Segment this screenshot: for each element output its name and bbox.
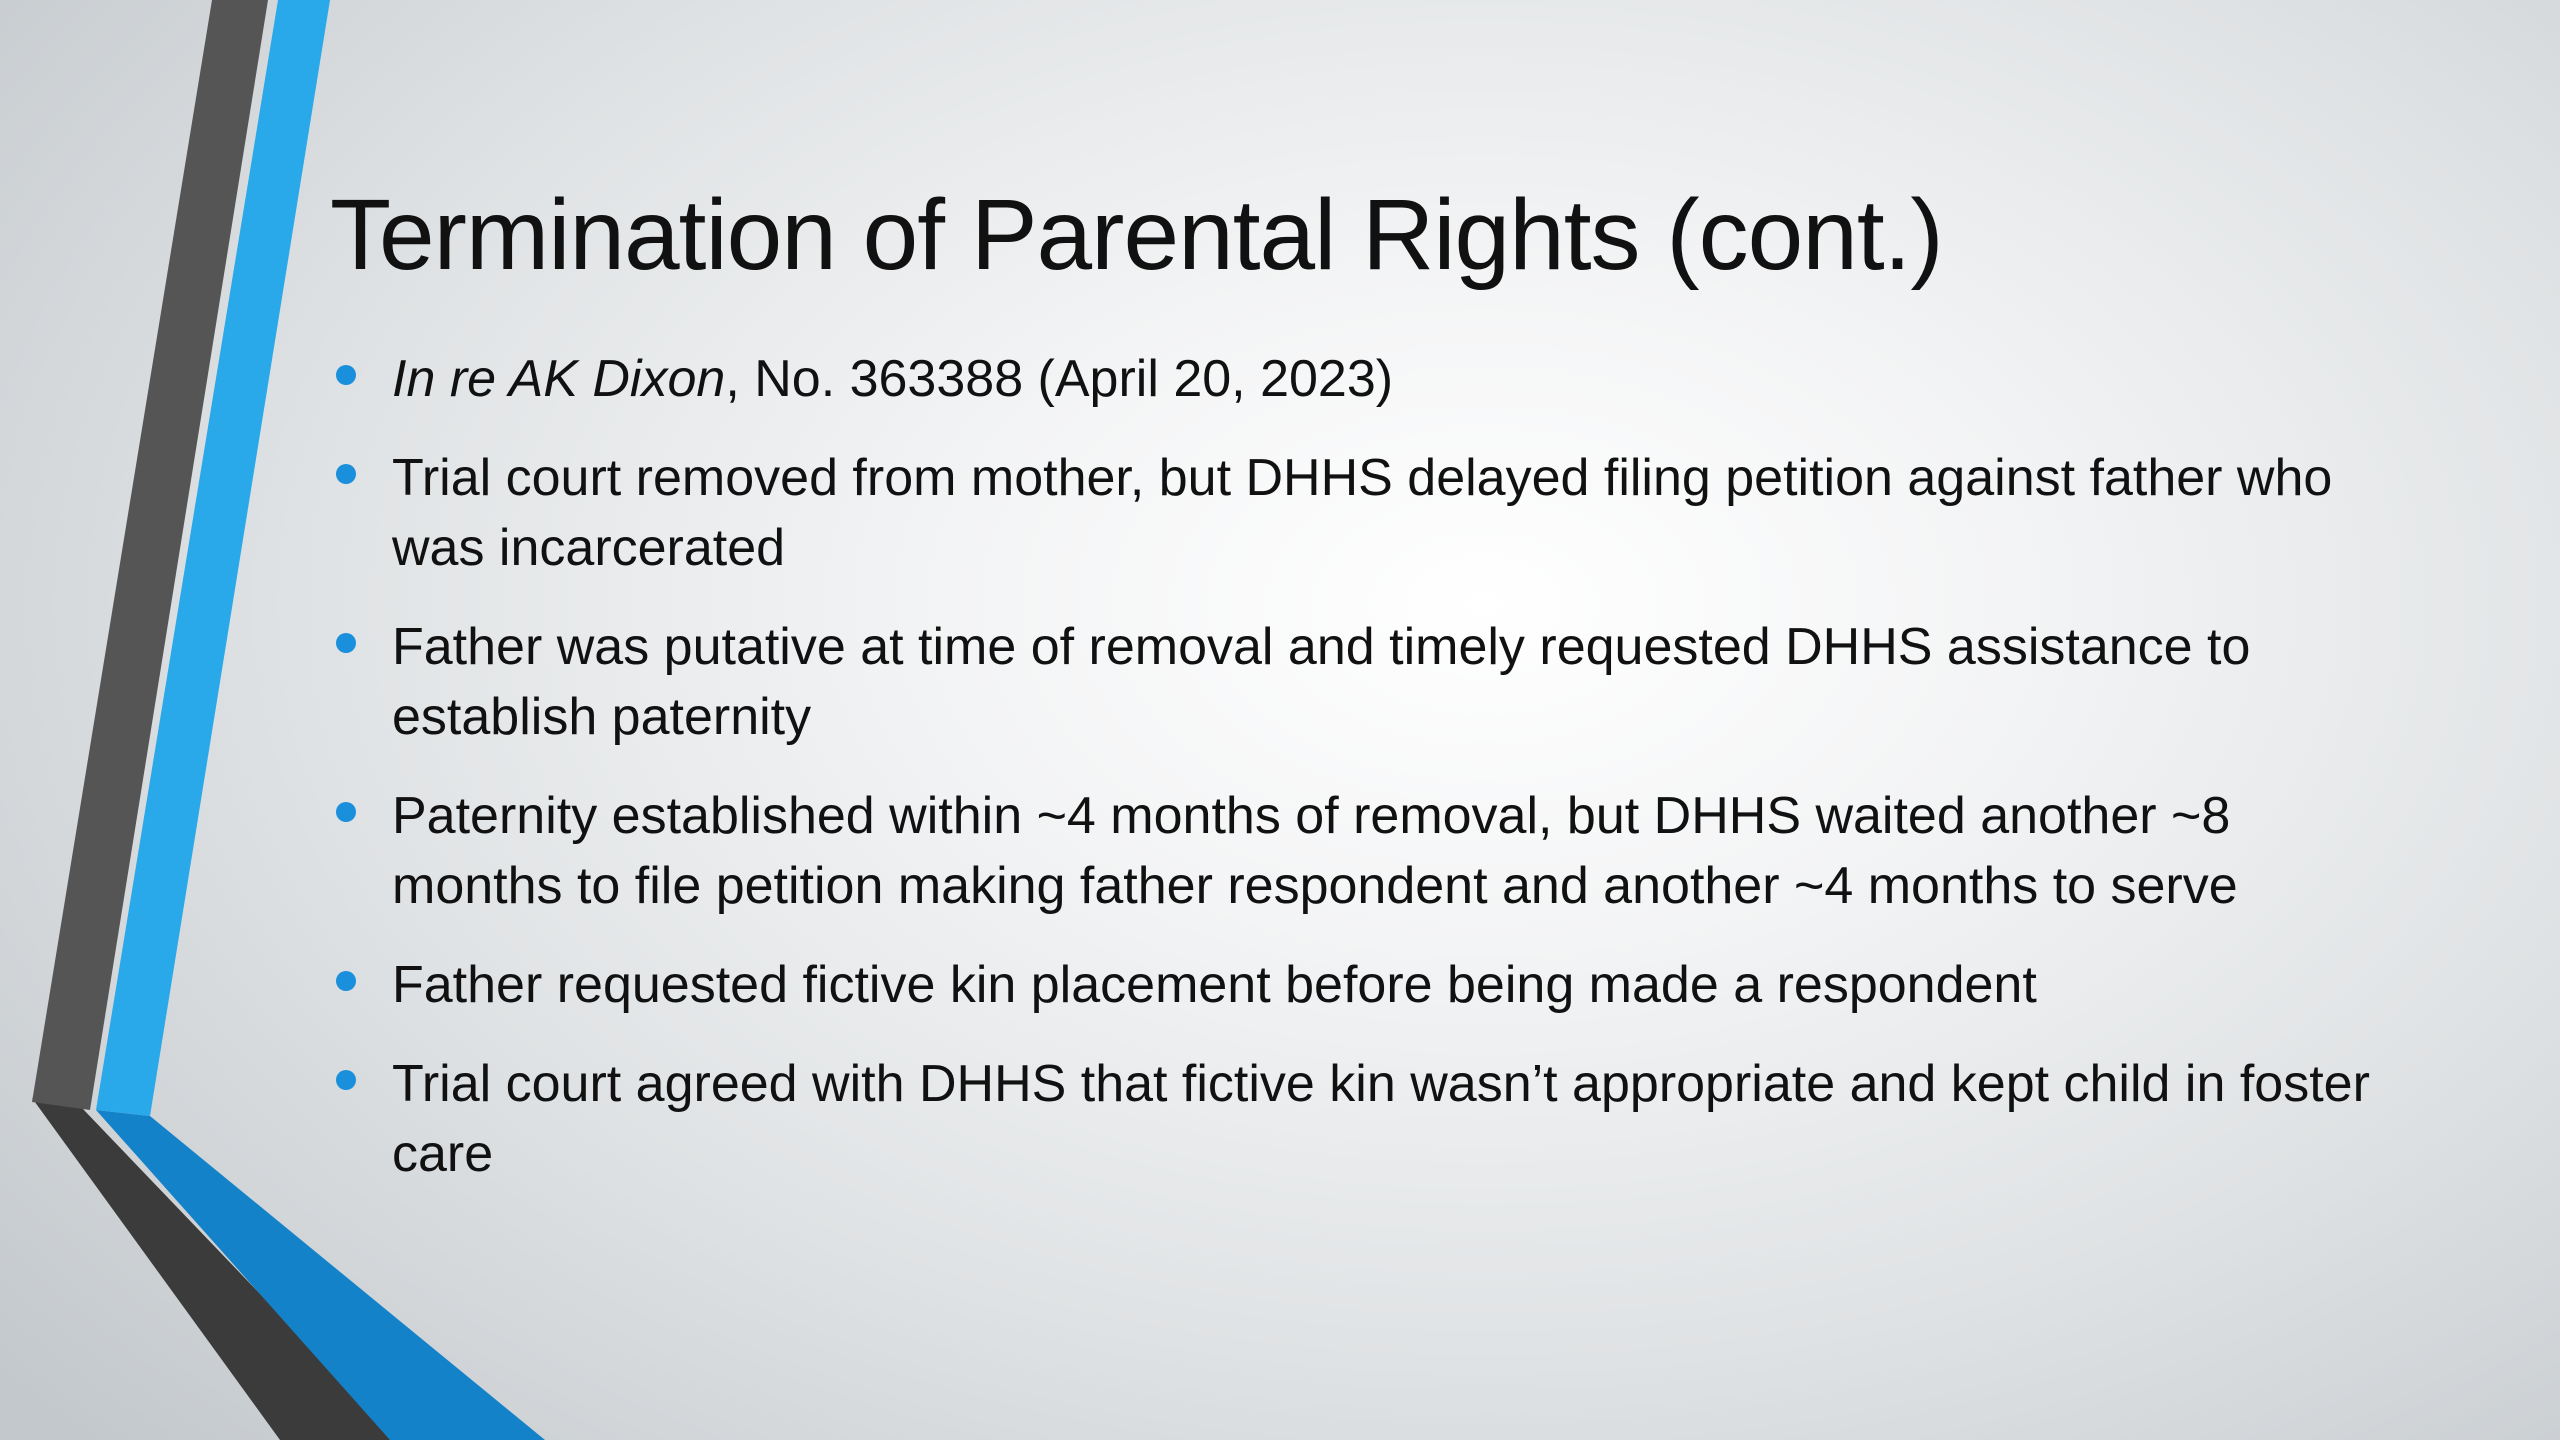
bullet-text: Father requested fictive kin placement before being made a respondent	[392, 956, 2037, 1014]
bullet-dot-icon	[336, 1070, 356, 1090]
bullet-item	[330, 443, 2390, 583]
bullet-item	[330, 344, 2390, 414]
bullet-dot-icon	[336, 971, 356, 991]
bullet-dot-icon	[336, 633, 356, 653]
bullet-item	[330, 950, 2390, 1020]
bullet-item	[330, 612, 2390, 752]
bullet-list	[330, 344, 2390, 1218]
bullet-text: Trial court agreed with DHHS that fictive kin wasn’t appropriate and kept child in foster care	[392, 1055, 2370, 1183]
bullet-text: Father was putative at time of removal and timely requested DHHS assistance to establish paternity	[392, 618, 2251, 746]
slide-title: Termination of Parental Rights (cont.)	[330, 179, 1943, 291]
case-name: In re AK Dixon	[392, 350, 726, 408]
bullet-item	[330, 1049, 2390, 1189]
bullet-item	[330, 781, 2390, 921]
bullet-text: Paternity established within ~4 months of removal, but DHHS waited another ~8 months to file petition making father respondent and another ~4 months to serve	[392, 787, 2238, 915]
bullet-text: Trial court removed from mother, but DHHS delayed filing petition against father who was incarcerated	[392, 449, 2333, 577]
case-citation: , No. 363388 (April 20, 2023)	[725, 350, 1394, 408]
bullet-dot-icon	[336, 802, 356, 822]
bullet-dot-icon	[336, 365, 356, 385]
bullet-dot-icon	[336, 464, 356, 484]
